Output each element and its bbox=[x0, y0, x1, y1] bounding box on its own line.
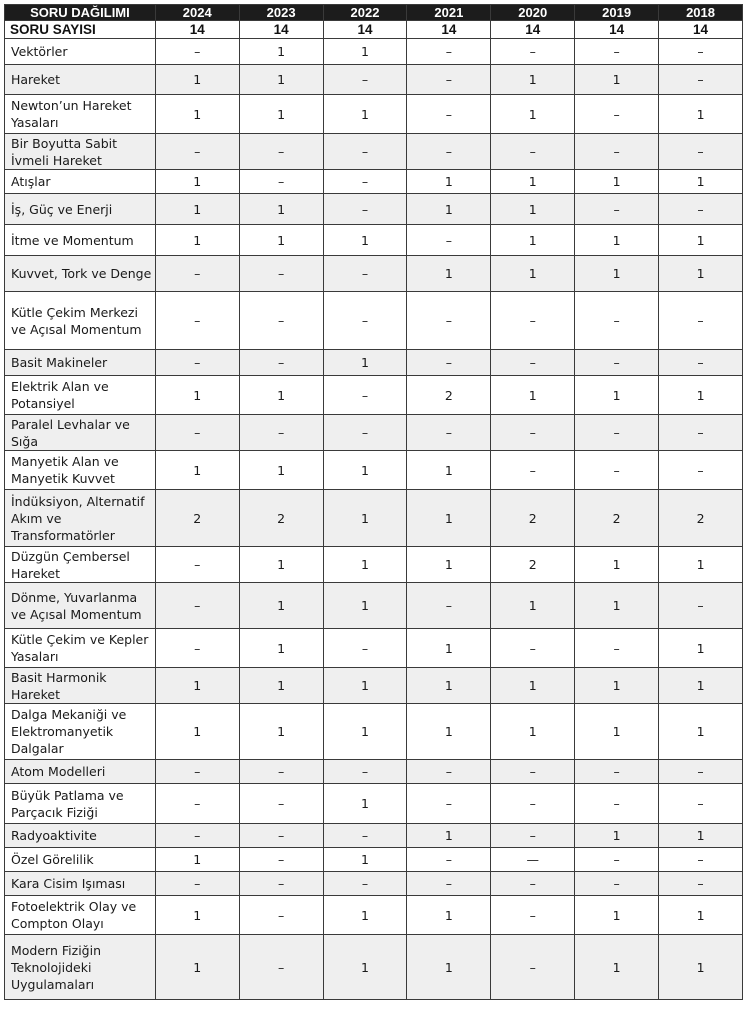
count-cell: 1 bbox=[239, 95, 323, 134]
count-cell: 1 bbox=[575, 583, 659, 629]
count-cell: 1 bbox=[659, 896, 743, 935]
question-count-cell: 14 bbox=[659, 21, 743, 39]
count-cell: 1 bbox=[491, 376, 575, 415]
count-cell: 1 bbox=[659, 95, 743, 134]
count-cell: 1 bbox=[239, 65, 323, 95]
question-count-cell: 14 bbox=[323, 21, 407, 39]
count-cell: – bbox=[491, 134, 575, 170]
count-cell: 1 bbox=[491, 170, 575, 194]
table-row bbox=[5, 824, 743, 848]
count-cell: 1 bbox=[323, 935, 407, 1000]
count-cell: – bbox=[239, 292, 323, 350]
count-cell: 1 bbox=[239, 668, 323, 704]
topic-label: Newton’un Hareket Yasaları bbox=[5, 95, 156, 134]
count-cell: – bbox=[155, 415, 239, 451]
count-cell: 1 bbox=[323, 350, 407, 376]
count-cell: 1 bbox=[407, 490, 491, 547]
count-cell: – bbox=[323, 256, 407, 292]
topic-label: Dalga Mekaniği ve Elektromanyetik Dalgalar bbox=[5, 704, 156, 760]
count-cell: 1 bbox=[659, 256, 743, 292]
count-cell: 2 bbox=[575, 490, 659, 547]
count-cell: 1 bbox=[407, 704, 491, 760]
count-cell: 1 bbox=[659, 704, 743, 760]
count-cell: – bbox=[155, 256, 239, 292]
count-cell: 1 bbox=[407, 896, 491, 935]
count-cell: 1 bbox=[659, 824, 743, 848]
count-cell: – bbox=[575, 848, 659, 872]
count-cell: 1 bbox=[575, 824, 659, 848]
count-cell: – bbox=[323, 415, 407, 451]
topic-label: Bir Boyutta Sabit İvmeli Hareket bbox=[5, 134, 156, 170]
table-row bbox=[5, 134, 743, 170]
count-cell: 1 bbox=[155, 95, 239, 134]
count-cell: 1 bbox=[491, 668, 575, 704]
count-cell: – bbox=[575, 292, 659, 350]
count-cell: 1 bbox=[323, 225, 407, 256]
count-cell: – bbox=[575, 39, 659, 65]
topic-label: Dönme, Yuvarlanma ve Açısal Momentum bbox=[5, 583, 156, 629]
count-cell: 1 bbox=[155, 896, 239, 935]
count-cell: 1 bbox=[239, 376, 323, 415]
topic-label: Radyoaktivite bbox=[5, 824, 156, 848]
table-row bbox=[5, 629, 743, 668]
count-cell: 1 bbox=[323, 848, 407, 872]
count-cell: – bbox=[407, 784, 491, 824]
topic-label: Kütle Çekim ve Kepler Yasaları bbox=[5, 629, 156, 668]
topic-label: Modern Fiziğin Teknolojideki Uygulamaları bbox=[5, 935, 156, 1000]
count-cell: 1 bbox=[575, 935, 659, 1000]
count-cell: – bbox=[155, 824, 239, 848]
header-row bbox=[5, 5, 743, 21]
count-cell: – bbox=[239, 256, 323, 292]
count-cell: 1 bbox=[323, 784, 407, 824]
question-distribution-table bbox=[4, 4, 743, 1000]
topic-label: Kütle Çekim Merkezi ve Açısal Momentum bbox=[5, 292, 156, 350]
count-cell: – bbox=[575, 350, 659, 376]
count-cell: 1 bbox=[407, 824, 491, 848]
count-cell: 1 bbox=[491, 95, 575, 134]
count-cell: 1 bbox=[575, 225, 659, 256]
year-header: 2018 bbox=[659, 5, 743, 21]
table-row bbox=[5, 760, 743, 784]
count-cell: – bbox=[407, 872, 491, 896]
count-cell: 1 bbox=[575, 256, 659, 292]
count-cell: – bbox=[575, 95, 659, 134]
count-cell: 1 bbox=[323, 39, 407, 65]
topic-label: Düzgün Çembersel Hareket bbox=[5, 547, 156, 583]
count-cell: 1 bbox=[491, 225, 575, 256]
count-cell: – bbox=[659, 65, 743, 95]
count-cell: – bbox=[407, 415, 491, 451]
count-cell: – bbox=[659, 872, 743, 896]
topic-label: Atışlar bbox=[5, 170, 156, 194]
count-cell: 1 bbox=[575, 668, 659, 704]
count-cell: – bbox=[323, 65, 407, 95]
year-header: 2024 bbox=[155, 5, 239, 21]
topic-label: Kuvvet, Tork ve Denge bbox=[5, 256, 156, 292]
count-cell: – bbox=[491, 415, 575, 451]
count-cell: – bbox=[659, 451, 743, 490]
count-cell: – bbox=[407, 760, 491, 784]
topic-label: Kara Cisim Işıması bbox=[5, 872, 156, 896]
count-cell: – bbox=[491, 39, 575, 65]
count-cell: 1 bbox=[575, 170, 659, 194]
count-cell: 1 bbox=[659, 170, 743, 194]
count-cell: – bbox=[575, 872, 659, 896]
count-cell: 1 bbox=[323, 583, 407, 629]
count-cell: – bbox=[659, 134, 743, 170]
topic-label: Vektörler bbox=[5, 39, 156, 65]
question-count-label: SORU SAYISI bbox=[5, 21, 156, 39]
count-cell: 1 bbox=[407, 629, 491, 668]
table-row bbox=[5, 39, 743, 65]
count-cell: – bbox=[575, 784, 659, 824]
count-cell: 2 bbox=[239, 490, 323, 547]
count-cell: – bbox=[155, 872, 239, 896]
year-header: 2022 bbox=[323, 5, 407, 21]
count-cell: 1 bbox=[407, 170, 491, 194]
count-cell: 1 bbox=[239, 629, 323, 668]
count-cell: – bbox=[239, 350, 323, 376]
count-cell: – bbox=[155, 547, 239, 583]
count-cell: — bbox=[491, 848, 575, 872]
count-cell: – bbox=[239, 134, 323, 170]
year-header: 2020 bbox=[491, 5, 575, 21]
table-row bbox=[5, 547, 743, 583]
count-cell: – bbox=[575, 629, 659, 668]
count-cell: – bbox=[407, 350, 491, 376]
count-cell: 1 bbox=[155, 451, 239, 490]
count-cell: – bbox=[407, 39, 491, 65]
topic-label: Büyük Patlama ve Parçacık Fiziği bbox=[5, 784, 156, 824]
count-cell: – bbox=[155, 629, 239, 668]
count-cell: 1 bbox=[575, 376, 659, 415]
count-cell: – bbox=[155, 292, 239, 350]
topic-label: Elektrik Alan ve Potansiyel bbox=[5, 376, 156, 415]
topic-label: İş, Güç ve Enerji bbox=[5, 194, 156, 225]
count-cell: 1 bbox=[323, 451, 407, 490]
count-cell: – bbox=[407, 848, 491, 872]
count-cell: – bbox=[575, 415, 659, 451]
count-cell: 1 bbox=[155, 704, 239, 760]
count-cell: 1 bbox=[659, 376, 743, 415]
table-row bbox=[5, 784, 743, 824]
count-cell: – bbox=[491, 872, 575, 896]
count-cell: – bbox=[323, 629, 407, 668]
question-count-cell: 14 bbox=[407, 21, 491, 39]
count-cell: – bbox=[491, 451, 575, 490]
count-cell: – bbox=[323, 760, 407, 784]
count-cell: 2 bbox=[491, 547, 575, 583]
count-cell: – bbox=[323, 872, 407, 896]
count-cell: 1 bbox=[407, 668, 491, 704]
count-cell: – bbox=[239, 415, 323, 451]
year-header: 2019 bbox=[575, 5, 659, 21]
count-cell: 1 bbox=[659, 668, 743, 704]
table-row bbox=[5, 872, 743, 896]
topic-label: Hareket bbox=[5, 65, 156, 95]
count-cell: 1 bbox=[575, 65, 659, 95]
table-row bbox=[5, 935, 743, 1000]
count-cell: 1 bbox=[575, 704, 659, 760]
count-cell: – bbox=[323, 170, 407, 194]
count-cell: 1 bbox=[659, 935, 743, 1000]
table-row bbox=[5, 376, 743, 415]
count-cell: 1 bbox=[323, 896, 407, 935]
count-cell: 1 bbox=[323, 704, 407, 760]
count-cell: – bbox=[239, 784, 323, 824]
count-cell: 1 bbox=[323, 490, 407, 547]
count-cell: – bbox=[659, 292, 743, 350]
count-cell: 1 bbox=[323, 668, 407, 704]
count-cell: 1 bbox=[407, 451, 491, 490]
topic-label: Fotoelektrik Olay ve Compton Olayı bbox=[5, 896, 156, 935]
count-cell: – bbox=[491, 760, 575, 784]
count-cell: – bbox=[239, 896, 323, 935]
count-cell: 2 bbox=[407, 376, 491, 415]
count-cell: – bbox=[575, 451, 659, 490]
table-row bbox=[5, 256, 743, 292]
table-row bbox=[5, 415, 743, 451]
count-cell: – bbox=[575, 134, 659, 170]
year-header: 2023 bbox=[239, 5, 323, 21]
count-cell: 2 bbox=[155, 490, 239, 547]
count-cell: – bbox=[407, 225, 491, 256]
count-cell: – bbox=[659, 784, 743, 824]
count-cell: 1 bbox=[155, 225, 239, 256]
count-cell: 1 bbox=[155, 65, 239, 95]
table-row bbox=[5, 350, 743, 376]
count-cell: 1 bbox=[155, 668, 239, 704]
count-cell: 1 bbox=[239, 39, 323, 65]
count-cell: – bbox=[239, 824, 323, 848]
count-cell: – bbox=[659, 350, 743, 376]
count-cell: – bbox=[239, 170, 323, 194]
count-cell: – bbox=[155, 350, 239, 376]
year-header: 2021 bbox=[407, 5, 491, 21]
count-cell: – bbox=[239, 760, 323, 784]
count-cell: – bbox=[659, 415, 743, 451]
count-cell: 1 bbox=[323, 95, 407, 134]
count-cell: 1 bbox=[155, 935, 239, 1000]
count-cell: 1 bbox=[491, 704, 575, 760]
count-cell: – bbox=[407, 95, 491, 134]
topic-label: İtme ve Momentum bbox=[5, 225, 156, 256]
topic-label: Basit Makineler bbox=[5, 350, 156, 376]
count-cell: 1 bbox=[659, 629, 743, 668]
table-row bbox=[5, 194, 743, 225]
count-cell: 2 bbox=[659, 490, 743, 547]
count-cell: – bbox=[491, 350, 575, 376]
count-cell: – bbox=[659, 194, 743, 225]
count-cell: – bbox=[491, 784, 575, 824]
count-cell: 1 bbox=[575, 896, 659, 935]
question-count-cell: 14 bbox=[239, 21, 323, 39]
count-cell: 1 bbox=[491, 194, 575, 225]
count-cell: – bbox=[155, 760, 239, 784]
table-row bbox=[5, 583, 743, 629]
table-row bbox=[5, 95, 743, 134]
count-cell: – bbox=[491, 935, 575, 1000]
count-cell: – bbox=[239, 848, 323, 872]
count-cell: – bbox=[407, 292, 491, 350]
count-cell: 1 bbox=[407, 194, 491, 225]
count-cell: 1 bbox=[239, 547, 323, 583]
count-cell: – bbox=[491, 629, 575, 668]
table-row bbox=[5, 225, 743, 256]
topic-label: Paralel Levhalar ve Sığa bbox=[5, 415, 156, 451]
count-cell: 1 bbox=[239, 225, 323, 256]
count-cell: – bbox=[491, 896, 575, 935]
count-cell: – bbox=[575, 760, 659, 784]
count-cell: – bbox=[155, 39, 239, 65]
count-cell: 1 bbox=[239, 583, 323, 629]
header-title: SORU DAĞILIMI bbox=[5, 5, 156, 21]
count-cell: 1 bbox=[155, 170, 239, 194]
count-cell: – bbox=[407, 134, 491, 170]
count-cell: 1 bbox=[491, 65, 575, 95]
count-cell: 1 bbox=[407, 935, 491, 1000]
count-cell: – bbox=[323, 134, 407, 170]
question-count-row bbox=[5, 21, 743, 39]
count-cell: – bbox=[155, 134, 239, 170]
count-cell: – bbox=[659, 848, 743, 872]
count-cell: 1 bbox=[575, 547, 659, 583]
count-cell: 1 bbox=[155, 848, 239, 872]
table-row bbox=[5, 848, 743, 872]
count-cell: 1 bbox=[659, 547, 743, 583]
count-cell: – bbox=[407, 65, 491, 95]
count-cell: 1 bbox=[491, 256, 575, 292]
count-cell: 1 bbox=[491, 583, 575, 629]
table-row bbox=[5, 704, 743, 760]
count-cell: – bbox=[155, 583, 239, 629]
count-cell: 1 bbox=[323, 547, 407, 583]
table-row bbox=[5, 490, 743, 547]
count-cell: – bbox=[323, 376, 407, 415]
count-cell: 1 bbox=[155, 376, 239, 415]
count-cell: – bbox=[323, 194, 407, 225]
count-cell: – bbox=[659, 760, 743, 784]
question-count-cell: 14 bbox=[575, 21, 659, 39]
count-cell: 1 bbox=[239, 451, 323, 490]
table-row bbox=[5, 170, 743, 194]
count-cell: – bbox=[155, 784, 239, 824]
count-cell: – bbox=[323, 824, 407, 848]
count-cell: – bbox=[491, 824, 575, 848]
count-cell: – bbox=[659, 583, 743, 629]
table-row bbox=[5, 451, 743, 490]
count-cell: 1 bbox=[239, 194, 323, 225]
topic-label: Basit Harmonik Hareket bbox=[5, 668, 156, 704]
count-cell: 1 bbox=[239, 704, 323, 760]
count-cell: 1 bbox=[407, 256, 491, 292]
count-cell: – bbox=[575, 194, 659, 225]
count-cell: 1 bbox=[155, 194, 239, 225]
table-row bbox=[5, 292, 743, 350]
count-cell: 1 bbox=[407, 547, 491, 583]
question-count-cell: 14 bbox=[491, 21, 575, 39]
topic-label: Özel Görelilik bbox=[5, 848, 156, 872]
count-cell: – bbox=[239, 872, 323, 896]
count-cell: – bbox=[659, 39, 743, 65]
topic-label: Atom Modelleri bbox=[5, 760, 156, 784]
topic-label: İndüksiyon, Alternatif Akım ve Transformatörler bbox=[5, 490, 156, 547]
count-cell: – bbox=[323, 292, 407, 350]
question-count-cell: 14 bbox=[155, 21, 239, 39]
count-cell: 1 bbox=[659, 225, 743, 256]
count-cell: – bbox=[407, 583, 491, 629]
table-row bbox=[5, 668, 743, 704]
distribution-table-container bbox=[4, 4, 743, 1000]
count-cell: – bbox=[491, 292, 575, 350]
topic-label: Manyetik Alan ve Manyetik Kuvvet bbox=[5, 451, 156, 490]
count-cell: – bbox=[239, 935, 323, 1000]
table-row bbox=[5, 65, 743, 95]
count-cell: 2 bbox=[491, 490, 575, 547]
table-row bbox=[5, 896, 743, 935]
